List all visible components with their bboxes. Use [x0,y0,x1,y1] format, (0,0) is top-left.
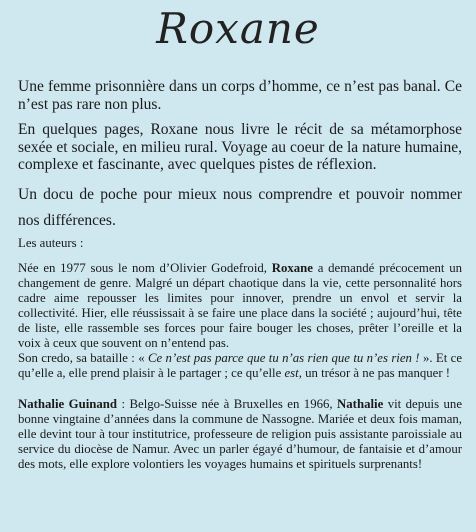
nathalie-bio [18,397,462,472]
credo-text: , un trésor à ne pas manquer ! [298,365,451,380]
author-name-roxane: Roxane [271,260,313,275]
credo-text: Son credo, sa bataille : « [18,350,148,365]
intro-paragraph-1: Une femme prisonnière dans un corps d’homme, ce n’est pas banal. Ce n’est pas rare non plus. [18,78,462,113]
nathalie-bio-paragraph [18,397,462,472]
author-name-nathalie-guinand: Nathalie Guinand [18,396,118,411]
intro-paragraph-2: En quelques pages, Roxane nous livre le récit de sa métamorphose sexée et sociale, en milieu rural. Voyage au coeur de la nature humaine, complexe et fascinante, avec quelques pistes de réflexion. [18,121,462,173]
roxane-bio [18,261,462,381]
roxane-bio-text: a demandé précocement un changement de genre. Malgré un départ chaotique dans la vie, cette personnalité hors cadre aime repousser les limites pour innover, prendre un envol et servir la collectivité. Hier, elle réussissait à se faire une place dans la société ; aujourd’hui, tête de liste, elle rassemble ses forces pour faire bouger les choses, prêter l’oreille et la voix à ceux que souvent on n’entend pas. [18,260,463,350]
roxane-bio-paragraph-1 [18,261,462,351]
cover-text [18,78,462,472]
nathalie-bio-text: : Belgo-Suisse née à Bruxelles en 1966, [117,396,338,411]
credo-text: ». Et ce qu’elle a, elle prend plaisir à le partager ; ce qu’elle [18,350,462,380]
intro-paragraph-3: Un docu de poche pour mieux nous comprendre et pouvoir nommer nos différences. [18,185,462,229]
authors-label: Les auteurs : [18,235,84,250]
nathalie-bio-text: vit depuis une bonne vingtaine d’années dans la commune de Nassogne. Mariée et deux fois maman, elle devint tour à tour institutrice, professeure de religion puis assistante paroissiale au service du diocèse de Namur. Avec un parler égayé d’humour, de fantaisie et d’amour des mots, elle explore volontiers les voyages humains et spirituels surprenants! [18,396,462,471]
credo-emphasis: est [284,365,299,380]
roxane-bio-paragraph-2 [18,351,462,381]
intro-section [18,78,462,234]
roxane-bio-text: Née en 1977 sous le nom d’Olivier Godefroid, [18,260,272,275]
author-name-nathalie: Nathalie [337,396,384,411]
credo-quote: Ce n’est pas parce que tu n’as rien que tu n’es rien ! [147,350,420,365]
book-title: Roxane [156,4,320,53]
